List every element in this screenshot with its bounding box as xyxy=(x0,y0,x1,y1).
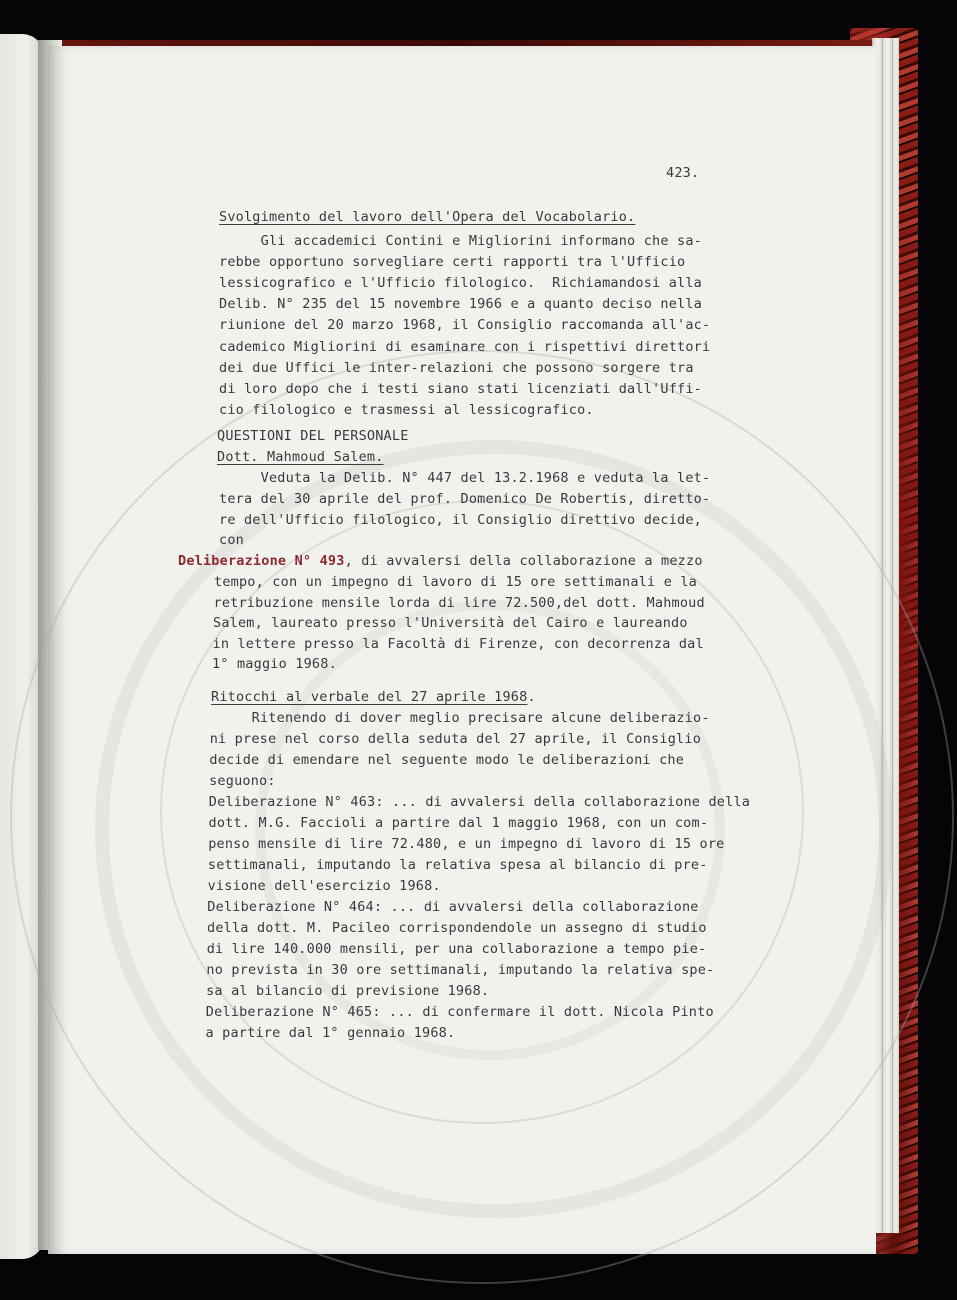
text-line: cio filologico e trasmessi al lessicografico. xyxy=(219,401,594,418)
text-line: di lire 140.000 mensili, per una collaborazione a tempo pie- xyxy=(206,941,707,957)
text-line: settimanali, imputando la relativa spesa al bilancio di pre- xyxy=(207,857,708,873)
text-line: 1° maggio 1968. xyxy=(212,656,337,673)
text-line: sa al bilancio di previsione 1968. xyxy=(206,983,490,999)
text-line: re dell'Ufficio filologico, il Consiglio direttivo decide, xyxy=(219,511,703,528)
page-edge xyxy=(892,38,899,1233)
text-line: Veduta la Delib. N° 447 del 13.2.1968 e veduta la let- xyxy=(219,470,711,486)
text-line: Gli accademici Contini e Migliorini informano che sa- xyxy=(219,233,703,249)
text-line: Deliberazione N° 465: ... di confermare il dott. Nicola Pinto xyxy=(205,1004,714,1020)
section-heading: Ritocchi al verbale del 27 aprile 1968 xyxy=(211,689,528,705)
section-subheading: Dott. Mahmoud Salem. xyxy=(217,449,384,465)
text-line: riunione del 20 marzo 1968, il Consiglio raccomanda all'ac- xyxy=(219,317,711,334)
text-line: no prevista in 30 ore settimanali, imputando la relativa spe- xyxy=(206,962,715,978)
text-line: visione dell'esercizio 1968. xyxy=(207,878,441,894)
text-line: dott. M.G. Faccioli a partire dal 1 maggio 1968, con un com- xyxy=(208,815,709,831)
text-line: Ritenendo di dover meglio precisare alcune deliberazio- xyxy=(210,710,710,726)
text-line: tempo, con un impegno di lavoro di 15 ore settimanali e la xyxy=(214,574,698,590)
deliberation-label: Deliberazione N° 493 xyxy=(178,553,345,569)
text-line: dei due Uffici le inter-relazioni che possono sorgere tra xyxy=(219,359,694,376)
text-line: a partire dal 1° gennaio 1968. xyxy=(205,1025,456,1041)
text-line: seguono: xyxy=(209,773,276,789)
text-line: tera del 30 aprile del prof. Domenico De Robertis, diretto- xyxy=(219,490,711,507)
text-line: retribuzione mensile lorda di lire 72.500,del dott. Mahmoud xyxy=(213,594,705,611)
text-line: cademico Migliorini di esaminare con i rispettivi direttori xyxy=(219,338,711,355)
deliberation-text: , di avvalersi della collaborazione a mezzo xyxy=(344,553,703,569)
deliberation-line xyxy=(178,551,703,572)
page-number: 423. xyxy=(666,165,700,181)
text-line: ni prese nel corso della seduta del 27 aprile, il Consiglio xyxy=(209,731,702,747)
section-heading: QUESTIONI DEL PERSONALE xyxy=(217,428,409,444)
text-line: lessicografico e l'Ufficio filologico. Richiamandosi alla xyxy=(219,275,703,292)
text-line: in lettere presso la Facoltà di Firenze, con decorrenza dal xyxy=(212,635,704,652)
text-line: rebbe opportuno sorvegliare certi rapporti tra l'Ufficio xyxy=(219,254,686,271)
text-line: decide di emendare nel seguente modo le deliberazioni che xyxy=(209,752,685,768)
text-line: Salem, laureato presso l'Università del Cairo e laureando xyxy=(213,615,688,632)
section-heading-line: Ritocchi al verbale del 27 aprile 1968. xyxy=(211,689,536,705)
text-line: con xyxy=(219,532,244,549)
text-line: Deliberazione N° 463: ... di avvalersi della collaborazione della xyxy=(208,794,751,810)
text-line: penso mensile di lire 72.480, e un impegno di lavoro di 15 ore xyxy=(208,836,725,852)
text-line: di loro dopo che i testi siano stati licenziati dall'Uffi- xyxy=(219,380,703,397)
text-line: della dott. M. Pacileo corrispondendole un assegno di studio xyxy=(207,920,707,936)
section-heading: Svolgimento del lavoro dell'Opera del Vocabolario. xyxy=(219,209,636,225)
text-line: Deliberazione N° 464: ... di avvalersi della collaborazione xyxy=(207,899,699,915)
text-line: Delib. N° 235 del 15 novembre 1966 e a quanto deciso nella xyxy=(219,296,703,313)
